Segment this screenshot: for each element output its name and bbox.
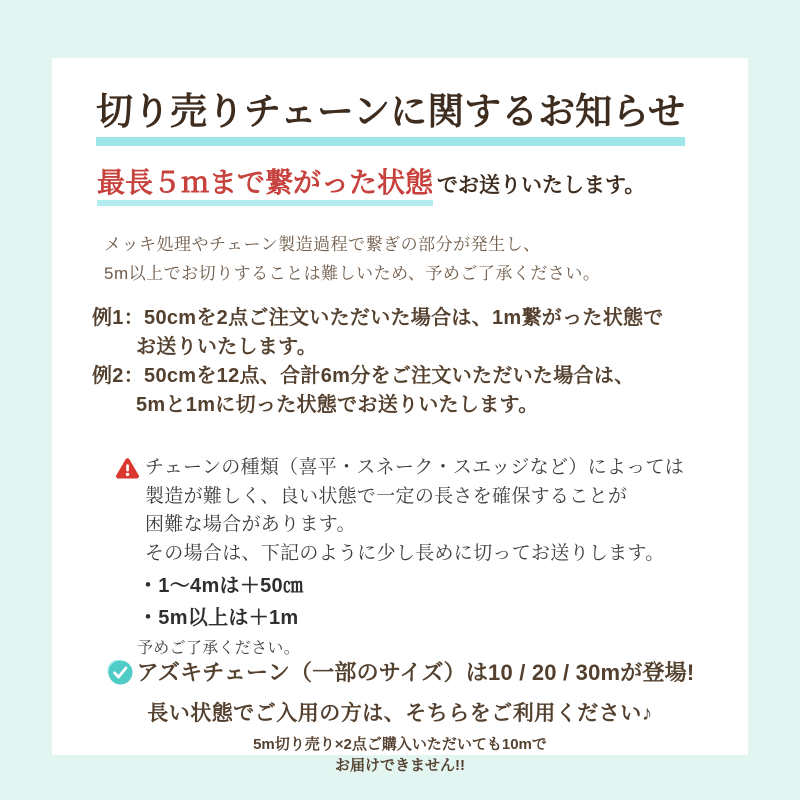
warning-footnote: 予めご了承ください。 — [137, 639, 301, 657]
promo-headline-row — [52, 656, 748, 687]
promo-headline: アズキチェーン（一部のサイズ）は10 / 20 / 30mが登場! — [136, 660, 695, 685]
lead-rest: でお送りいたします。 — [437, 174, 646, 197]
page-title: 切り売りチェーンに関するお知らせ — [96, 91, 685, 146]
intro-line: 5m以上でお切りすることは難しいため、予めご了承ください。 — [104, 263, 601, 283]
warning-line-text: チェーンの種類（喜平・スネーク・スエッジなど）によっては — [145, 457, 685, 478]
promo-note: 5m切り売り×2点ご購入いただいても10mで — [253, 736, 547, 753]
warning-icon — [115, 457, 140, 480]
lead-highlight: 最長５ｍまで繋がった状態 — [97, 167, 433, 206]
warning-line: 製造が難しく、良い状態で一定の長さを確保することが — [145, 485, 628, 507]
lead-sentence — [97, 161, 645, 201]
intro-paragraph — [104, 231, 600, 288]
warning-line: その場合は、下記のように少し長めに切ってお送りします。 — [145, 542, 665, 564]
warning-line — [115, 454, 684, 483]
warning-bullet: ・1〜4mは＋50㎝ — [138, 575, 304, 597]
warning-section — [115, 454, 684, 661]
example-line: 例2：50cmを12点、合計6m分をご注文いただいた場合は、 — [92, 365, 635, 387]
example-line: 5mと1mに切った状態でお送りいたします。 — [136, 394, 539, 416]
notice-card — [52, 58, 748, 774]
examples-list — [92, 304, 664, 420]
warning-bullet: ・5m以上は＋1m — [138, 607, 299, 630]
check-circle-icon — [106, 658, 134, 686]
promo-note: お届けできません!! — [335, 756, 465, 774]
intro-line: メッキ処理やチェーン製造過程で繋ぎの部分が発生し、 — [104, 235, 541, 254]
example-line: 例1：50cmを2点ご注文いただいた場合は、1m繋がった状態で — [92, 307, 664, 329]
promo-subline: 長い状態でご入用の方は、そちらをご利用ください♪ — [147, 702, 653, 725]
promo-section — [52, 656, 748, 776]
example-line: お送りいたします。 — [136, 336, 318, 358]
warning-line: 困難な場合があります。 — [145, 514, 356, 535]
